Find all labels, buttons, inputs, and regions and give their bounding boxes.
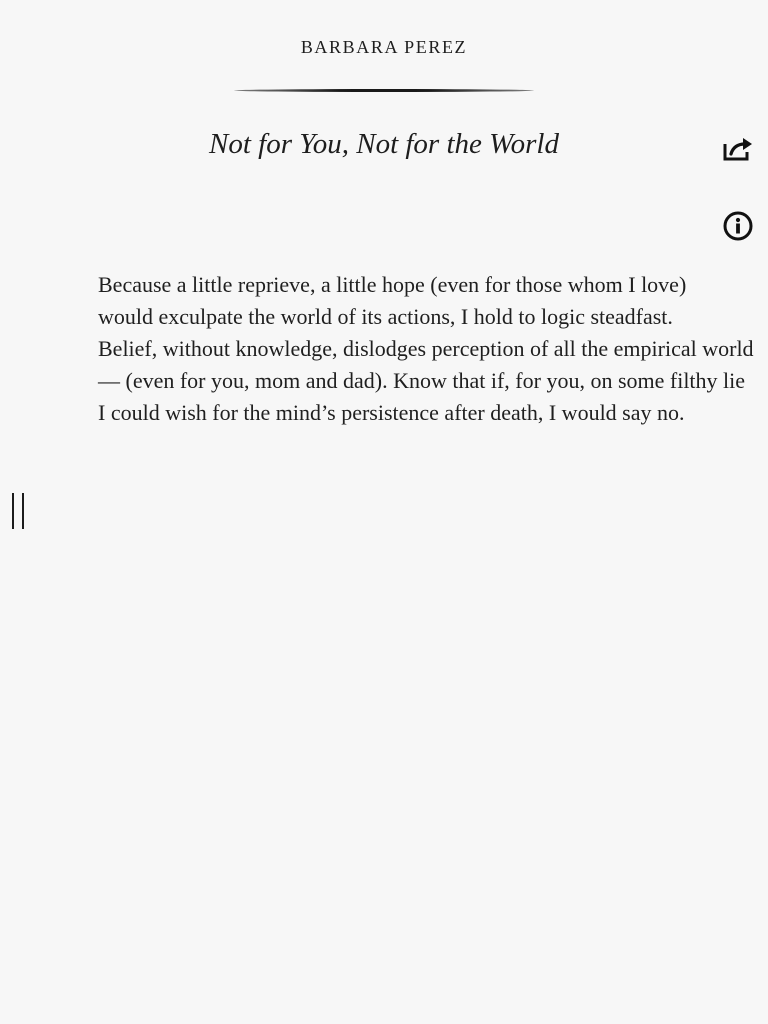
- info-icon: [722, 210, 754, 242]
- pause-button[interactable]: [10, 493, 28, 529]
- share-button[interactable]: [721, 134, 755, 164]
- poem-title: Not for You, Not for the World: [209, 128, 559, 160]
- info-button[interactable]: [722, 210, 754, 242]
- poem-line: would exculpate the world of its actions, I hold to logic steadfast.: [98, 304, 673, 329]
- poem-line: I could wish for the mind’s persistence after death, I would say no.: [98, 400, 685, 425]
- title-divider: [234, 89, 534, 92]
- share-icon: [721, 134, 755, 164]
- poem-line: — (even for you, mom and dad). Know that if, for you, on some filthy lie: [98, 368, 746, 393]
- author-name: BARBARA PEREZ: [300, 37, 468, 57]
- poem-line: Because a little reprieve, a little hope (even for those whom I love): [98, 272, 687, 297]
- poem-line: Belief, without knowledge, dislodges perception of all the empirical world: [98, 336, 754, 361]
- poem-body: [98, 269, 758, 429]
